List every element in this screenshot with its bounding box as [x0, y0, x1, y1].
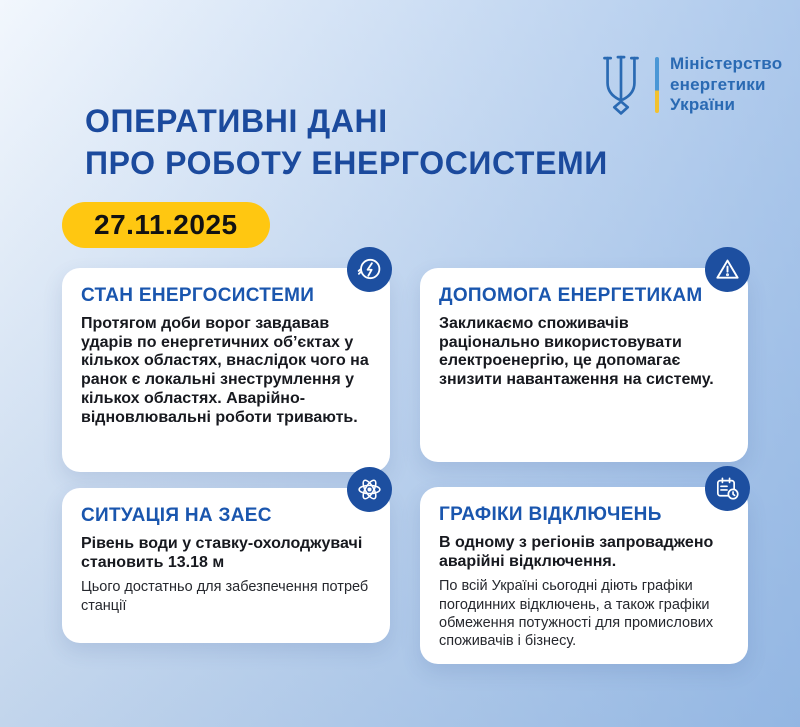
card-znpp-situation [62, 488, 390, 643]
card-text-regular: Цього достатньо для забезпечення потреб станції [81, 579, 369, 614]
card-title: СИТУАЦІЯ НА ЗАЕС [81, 505, 272, 526]
card-text-bold: Рівень води у ставку-охолоджувачі становить 13.18 м [81, 535, 363, 571]
calendar-clock-icon [705, 466, 750, 511]
warning-triangle-icon [705, 247, 750, 292]
card-text-bold: В одному з регіонів запроваджено аварійні відключення. [439, 534, 714, 570]
date-badge [62, 202, 270, 248]
date-text: 27.11.2025 [94, 209, 238, 240]
page-title-line1: ОПЕРАТИВНІ ДАНІ [85, 103, 388, 139]
card-outage-schedules [420, 487, 748, 664]
page-title-line2: ПРО РОБОТУ ЕНЕРГОСИСТЕМИ [85, 144, 608, 181]
card-text-bold: Протягом доби ворог завдавав ударів по енергетичних об’єктах у кількох областях, внаслідок чого на ранок є локальні знеструмлення у кількох областях. Аварійно-відновлювальні роботи тривають. [81, 315, 369, 426]
card-help-energy-workers [420, 268, 748, 462]
logo-divider [655, 57, 659, 113]
card-title: ГРАФІКИ ВІДКЛЮЧЕНЬ [439, 504, 662, 525]
ministry-name-line3: України [670, 95, 736, 115]
ministry-logo [598, 54, 782, 116]
card-title: ДОПОМОГА ЕНЕРГЕТИКАМ [439, 285, 703, 306]
lightning-circle-icon [347, 247, 392, 292]
ministry-name-line2: енергетики [670, 74, 766, 94]
card-title: СТАН ЕНЕРГОСИСТЕМИ [81, 285, 315, 306]
card-text-bold: Закликаємо споживачів раціонально використовувати електроенергію, це допомагає знизити навантаження на систему. [439, 315, 714, 389]
card-energy-system-status [62, 268, 390, 472]
ministry-name-line1: Міністерство [670, 54, 783, 74]
card-text-regular: По всій Україні сьогодні діють графіки погодинних відключень, а також графіки обмеження потужності для промислових споживачів і бізнесу. [439, 578, 714, 649]
page-title [85, 101, 608, 184]
ministry-name [670, 54, 782, 115]
atom-icon [347, 467, 392, 512]
